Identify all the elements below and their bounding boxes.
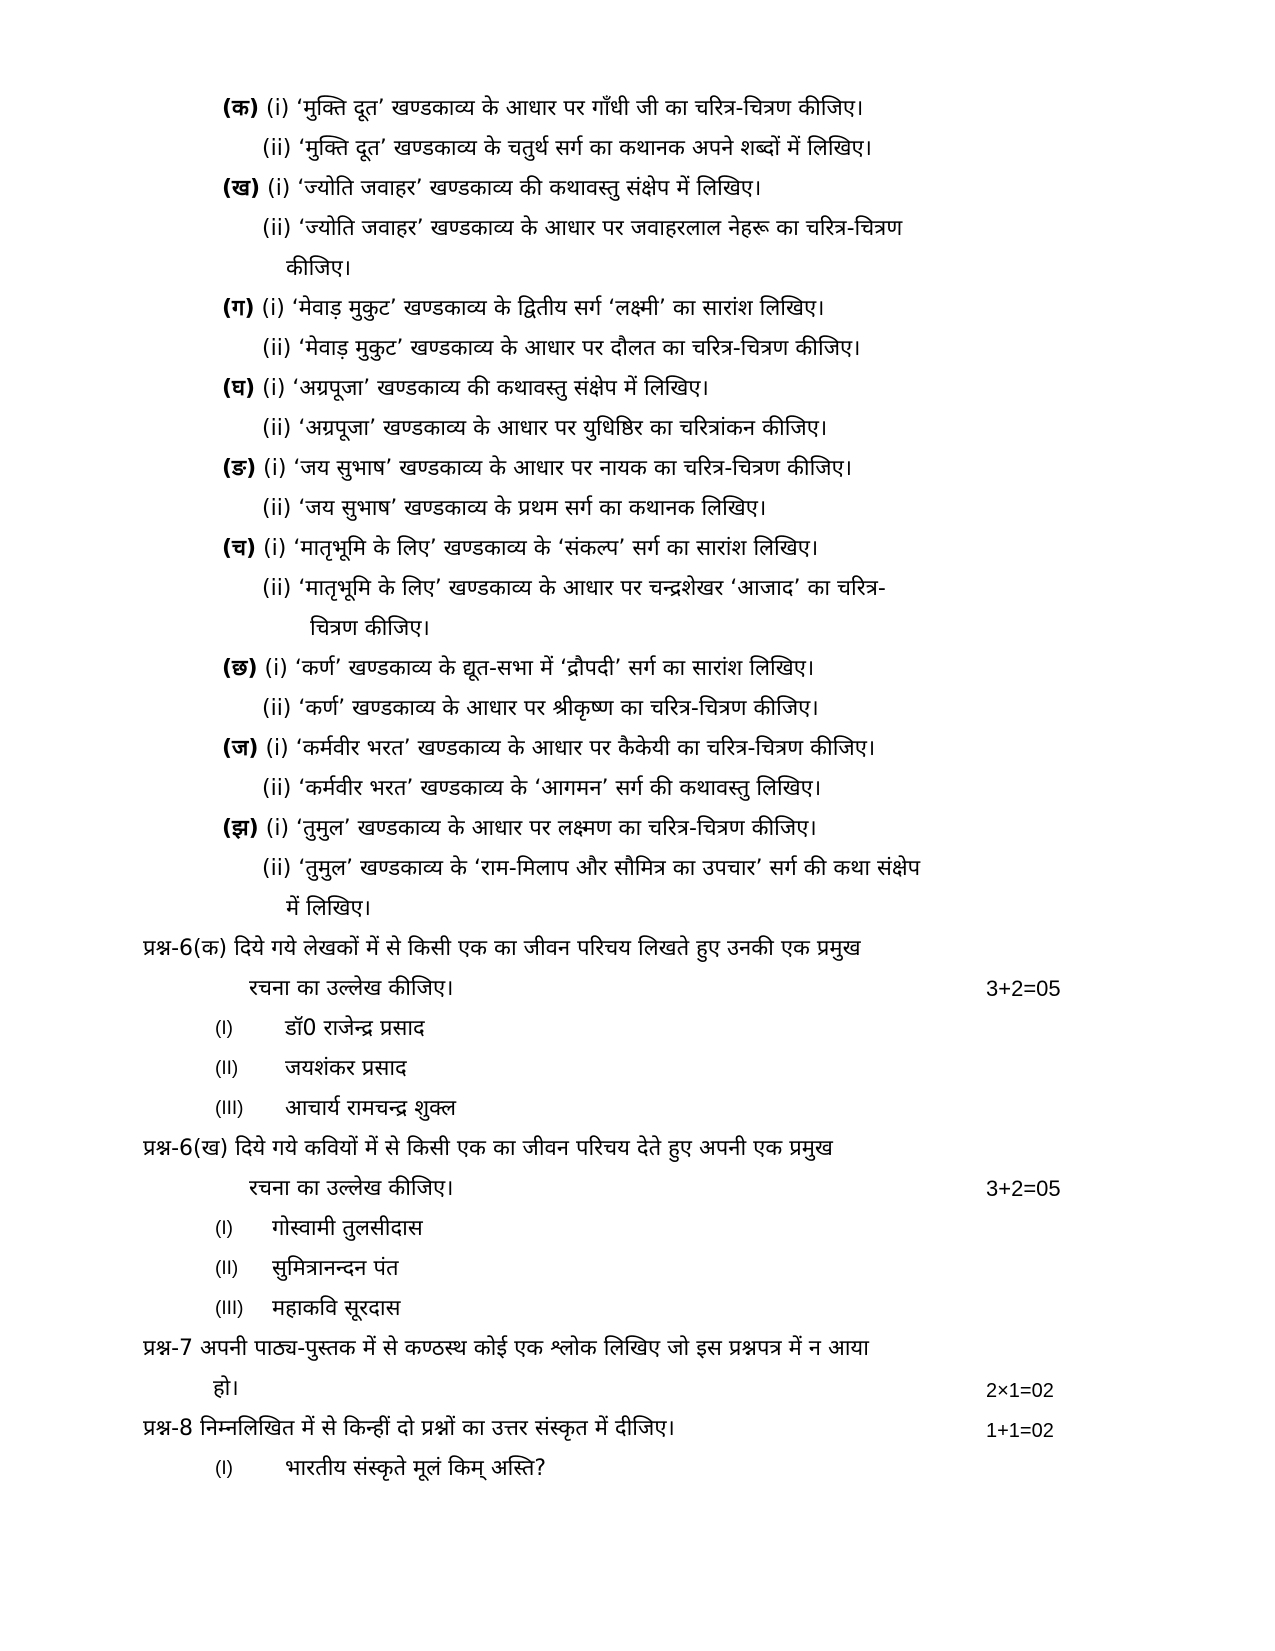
question-kha-i bbox=[222, 174, 761, 204]
section-label: (ज) bbox=[222, 736, 259, 761]
question-nga-ii: (ii) ‘जय सुभाष’ खण्डकाव्य के प्रथम सर्ग का कथानक लिखिए। bbox=[262, 496, 767, 521]
option-text: जयशंकर प्रसाद bbox=[285, 1056, 407, 1081]
question-text: (i) ‘मातृभूमि के लिए’ खण्डकाव्य के ‘संकल्प’ सर्ग का सारांश लिखिए। bbox=[263, 536, 819, 561]
option-number: (II) bbox=[215, 1258, 239, 1279]
question-text: (i) ‘मेवाड़ मुकुट’ खण्डकाव्य के द्वितीय सर्ग ‘लक्ष्मी’ का सारांश लिखिए। bbox=[261, 296, 825, 321]
question-jha-i bbox=[222, 814, 817, 844]
option-number: (II) bbox=[215, 1058, 239, 1079]
option-text: सुमित्रानन्दन पंत bbox=[272, 1256, 399, 1281]
question-text: (i) ‘ज्योति जवाहर’ खण्डकाव्य की कथावस्तु संक्षेप में लिखिए। bbox=[267, 176, 762, 201]
question-7-text: प्रश्न-7 अपनी पाठ्य-पुस्तक में से कण्ठस्थ कोई एक श्लोक लिखिए जो इस प्रश्नपत्र में न आया bbox=[143, 1336, 869, 1361]
section-label: (क) bbox=[222, 96, 260, 121]
section-label: (च) bbox=[222, 536, 257, 561]
section-label: (छ) bbox=[222, 656, 258, 681]
question-6a-text: प्रश्न-6(क) दिये गये लेखकों में से किसी एक का जीवन परिचय लिखते हुए उनकी एक प्रमुख bbox=[143, 936, 861, 961]
option-number: (III) bbox=[215, 1098, 244, 1119]
section-label: (ग) bbox=[222, 296, 255, 321]
question-7-text-cont: हो। bbox=[213, 1376, 239, 1401]
question-ga-i bbox=[222, 294, 824, 324]
question-gha-ii: (ii) ‘अग्रपूजा’ खण्डकाव्य के आधार पर युधिष्ठिर का चरित्रांकन कीजिए। bbox=[262, 416, 828, 441]
question-text: (i) ‘कर्ण’ खण्डकाव्य के द्यूत-सभा में ‘द्रौपदी’ सर्ग का सारांश लिखिए। bbox=[264, 656, 815, 681]
question-text: (i) ‘तुमुल’ खण्डकाव्य के आधार पर लक्ष्मण का चरित्र-चित्रण कीजिए। bbox=[265, 816, 817, 841]
question-6b-marks: 3+2=05 bbox=[986, 1176, 1061, 1201]
question-cha-i bbox=[222, 534, 818, 564]
option-number: (I) bbox=[215, 1218, 233, 1239]
question-8-text: प्रश्न-8 निम्नलिखित में से किन्हीं दो प्रश्नों का उत्तर संस्कृत में दीजिए। bbox=[143, 1416, 675, 1441]
option-text: डॉ0 राजेन्द्र प्रसाद bbox=[285, 1016, 425, 1041]
question-text: (i) ‘जय सुभाष’ खण्डकाव्य के आधार पर नायक का चरित्र-चित्रण कीजिए। bbox=[263, 456, 853, 481]
question-chha-ii: (ii) ‘कर्ण’ खण्डकाव्य के आधार पर श्रीकृष्ण का चरित्र-चित्रण कीजिए। bbox=[262, 696, 819, 721]
question-text: (i) ‘मुक्ति दूत’ खण्डकाव्य के आधार पर गाँधी जी का चरित्र-चित्रण कीजिए। bbox=[266, 96, 864, 121]
question-ga-ii: (ii) ‘मेवाड़ मुकुट’ खण्डकाव्य के आधार पर दौलत का चरित्र-चित्रण कीजिए। bbox=[262, 336, 861, 361]
question-7-marks: 2×1=02 bbox=[986, 1380, 1054, 1402]
question-kha-ii-cont: कीजिए। bbox=[286, 256, 352, 281]
question-ka-ii: (ii) ‘मुक्ति दूत’ खण्डकाव्य के चतुर्थ सर्ग का कथानक अपने शब्दों में लिखिए। bbox=[262, 136, 873, 161]
question-kha-ii: (ii) ‘ज्योति जवाहर’ खण्डकाव्य के आधार पर जवाहरलाल नेहरू का चरित्र-चित्रण bbox=[262, 216, 903, 241]
section-label: (झ) bbox=[222, 816, 259, 841]
option-text: आचार्य रामचन्द्र शुक्ल bbox=[285, 1096, 457, 1121]
option-text: भारतीय संस्कृते मूलं किम् अस्ति? bbox=[285, 1456, 547, 1481]
question-chha-i bbox=[222, 654, 814, 684]
option-number: (I) bbox=[215, 1458, 233, 1479]
option-number: (I) bbox=[215, 1018, 233, 1039]
question-nga-i bbox=[222, 454, 852, 484]
question-gha-i bbox=[222, 374, 709, 404]
option-text: गोस्वामी तुलसीदास bbox=[272, 1216, 423, 1241]
option-number: (III) bbox=[215, 1298, 244, 1319]
question-cha-ii-cont: चित्रण कीजिए। bbox=[310, 616, 430, 641]
question-6b-text-cont: रचना का उल्लेख कीजिए। bbox=[249, 1176, 454, 1201]
question-6b-text: प्रश्न-6(ख) दिये गये कवियों में से किसी एक का जीवन परिचय देते हुए अपनी एक प्रमुख bbox=[143, 1136, 833, 1161]
question-text: (i) ‘कर्मवीर भरत’ खण्डकाव्य के आधार पर कैकेयी का चरित्र-चित्रण कीजिए। bbox=[265, 736, 876, 761]
question-6a-text-cont: रचना का उल्लेख कीजिए। bbox=[249, 976, 454, 1001]
section-label: (ख) bbox=[222, 176, 261, 201]
question-ja-i bbox=[222, 734, 875, 764]
question-8-marks: 1+1=02 bbox=[986, 1420, 1054, 1442]
question-jha-ii: (ii) ‘तुमुल’ खण्डकाव्य के ‘राम-मिलाप और सौमित्र का उपचार’ सर्ग की कथा संक्षेप bbox=[262, 856, 921, 881]
question-ja-ii: (ii) ‘कर्मवीर भरत’ खण्डकाव्य के ‘आगमन’ सर्ग की कथावस्तु लिखिए। bbox=[262, 776, 822, 801]
section-label: (घ) bbox=[222, 376, 256, 401]
question-text: (i) ‘अग्रपूजा’ खण्डकाव्य की कथावस्तु संक्षेप में लिखिए। bbox=[262, 376, 709, 401]
question-cha-ii: (ii) ‘मातृभूमि के लिए’ खण्डकाव्य के आधार पर चन्द्रशेखर ‘आजाद’ का चरित्र- bbox=[262, 576, 886, 601]
question-jha-ii-cont: में लिखिए। bbox=[286, 896, 371, 921]
option-text: महाकवि सूरदास bbox=[272, 1296, 401, 1321]
question-ka-i bbox=[222, 94, 863, 124]
question-6a-marks: 3+2=05 bbox=[986, 976, 1061, 1001]
section-label: (ङ) bbox=[222, 456, 257, 481]
